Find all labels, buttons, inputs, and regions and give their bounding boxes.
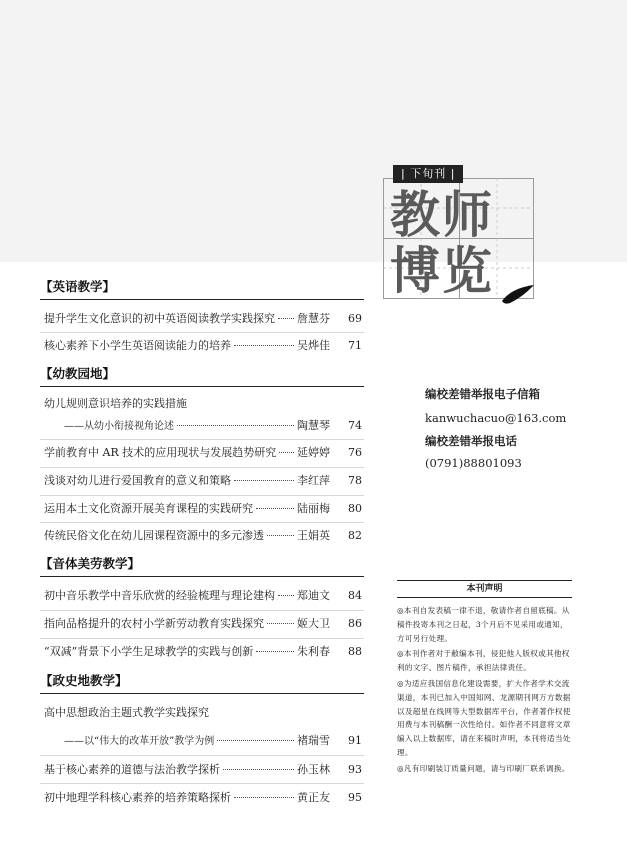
toc-entry-author: 王娟英 (297, 529, 330, 542)
toc-entry-title: 学前教育中 AR 技术的应用现状与发展趋势研究 (44, 446, 277, 459)
section-heading-preschool: 【幼教园地】 (40, 366, 116, 381)
toc-entry-title: “双减”背景下小学生足球教学的实践与创新 (44, 645, 254, 658)
toc-entry-page: 82 (348, 529, 362, 542)
toc-entry-page: 88 (348, 645, 362, 658)
notice-item: ◎本刊自发表稿一律不退，敬请作者自留底稿。从稿件投寄本刊之日起，3个月后不见采用或通知，方可另行处理。 (397, 606, 570, 643)
toc-entry-page: 78 (348, 474, 362, 487)
section-heading-english: 【英语教学】 (40, 279, 116, 294)
toc-entry[interactable] (44, 445, 362, 461)
section-divider (40, 386, 364, 387)
toc-entry-title: 高中思想政治主题式教学实践探究 (44, 706, 209, 719)
toc-entry-page: 76 (348, 446, 362, 459)
toc-entry-subtitle: ——从幼小衔接视角论述 (64, 421, 174, 432)
notice-item: ◎本刊作者对于敝编本刊，侵犯他人版权或其他权利的文字、图片稿件，承担法律责任。 (397, 649, 570, 673)
toc-entry[interactable] (44, 396, 362, 412)
toc-entry-page: 69 (348, 312, 362, 325)
toc-entry-page: 74 (348, 419, 362, 432)
notice-title: 本刊声明 (466, 584, 503, 594)
toc-entry-title: 指向品格提升的农村小学新劳动教育实践探究 (44, 617, 264, 630)
toc-entry-title: 运用本土文化资源开展美育课程的实践研究 (44, 502, 253, 515)
toc-entry-author: 孙玉林 (297, 763, 330, 776)
toc-entry[interactable] (44, 338, 362, 354)
toc-entry-page: 93 (348, 763, 362, 776)
toc-entry[interactable] (44, 616, 362, 632)
toc-entry-author: 吴烨佳 (297, 339, 330, 352)
toc-entry-subtitle-row[interactable] (64, 418, 362, 434)
toc-entry[interactable] (44, 705, 362, 721)
phone-label: 编校差错举报电话 (425, 434, 517, 448)
toc-entry[interactable] (44, 644, 362, 660)
notice-item: ◎为适应我国信息化建设需要，扩大作者学术交流渠道，本刊已加入中国知网、龙源期刊网万方数据以及超星在线网等大型数据库平台，作者著作权使用费与本刊稿酬一次性给付。如作者不同意将文章编入以上数据库，请在来稿时声明，本刊将适当处理。 (397, 678, 571, 757)
toc-entry-page: 71 (348, 339, 362, 352)
toc-entry[interactable] (44, 762, 362, 778)
toc-entry-author: 黄正友 (297, 791, 330, 804)
edition-badge: | 下旬刊 | (393, 165, 463, 183)
notice-item: ◎凡有印刷装订质量问题，请与印刷厂联系调换。 (397, 763, 570, 773)
toc-entry-subtitle: ——以“伟大的改革开放”教学为例 (64, 736, 215, 747)
email-label: 编校差错举报电子信箱 (425, 387, 540, 401)
toc-entry-author: 姬大卫 (297, 617, 330, 630)
section-divider (40, 693, 364, 694)
brush-stroke-icon (500, 283, 536, 305)
masthead-title-line2: 博览 (390, 242, 494, 300)
journal-notice (397, 580, 572, 778)
toc-entry-title: 初中地理学科核心素养的培养策略探析 (44, 791, 231, 804)
toc-entry-author: 延婷婷 (297, 446, 330, 459)
toc-entry-author: 陶慧琴 (297, 419, 330, 432)
toc-entry-author: 朱利春 (297, 645, 330, 658)
section-divider (40, 576, 364, 577)
toc-entry-page: 80 (348, 502, 362, 515)
toc-entry-author: 陆丽梅 (297, 502, 330, 515)
toc-entry[interactable] (44, 528, 362, 544)
toc-entry-author: 李红萍 (297, 474, 330, 487)
toc-entry[interactable] (44, 473, 362, 489)
toc-entry-page: 86 (348, 617, 362, 630)
report-phone: (0791)88801093 (425, 456, 522, 470)
toc-entry[interactable] (44, 501, 362, 517)
toc-entry[interactable] (44, 588, 362, 604)
toc-entry-page: 84 (348, 589, 362, 602)
toc-entry[interactable] (44, 311, 362, 327)
toc-entry-author: 詹慧芬 (297, 312, 330, 325)
report-email[interactable]: kanwuchacuo@163.com (425, 411, 567, 425)
toc-entry-author: 郑迪文 (297, 589, 330, 602)
toc-entry-author: 褚瑞雪 (297, 734, 330, 747)
toc-entry-title: 初中音乐教学中音乐欣赏的经验梳理与理论建构 (44, 589, 275, 602)
section-heading-politics-history-geography: 【政史地教学】 (40, 673, 128, 688)
masthead-title-line1: 教师 (390, 186, 494, 244)
toc-entry-title: 核心素养下小学生英语阅读能力的培养 (44, 339, 231, 352)
toc-entry-title: 传统民俗文化在幼儿园课程资源中的多元渗透 (44, 529, 264, 542)
toc-entry-title: 幼儿规则意识培养的实践措施 (44, 397, 187, 410)
edition-label: 下旬刊 (410, 167, 447, 180)
section-divider (40, 299, 364, 300)
toc-entry-page: 95 (348, 791, 362, 804)
toc-entry-subtitle-row[interactable] (64, 733, 362, 749)
toc-entry[interactable] (44, 790, 362, 806)
toc-entry-title: 提升学生文化意识的初中英语阅读教学实践探究 (44, 312, 275, 325)
toc-entry-page: 91 (348, 734, 362, 747)
section-heading-arts: 【音体美劳教学】 (40, 556, 141, 571)
toc-entry-title: 基于核心素养的道德与法治教学探析 (44, 763, 220, 776)
toc-entry-title: 浅谈对幼儿进行爱国教育的意义和策略 (44, 474, 231, 487)
